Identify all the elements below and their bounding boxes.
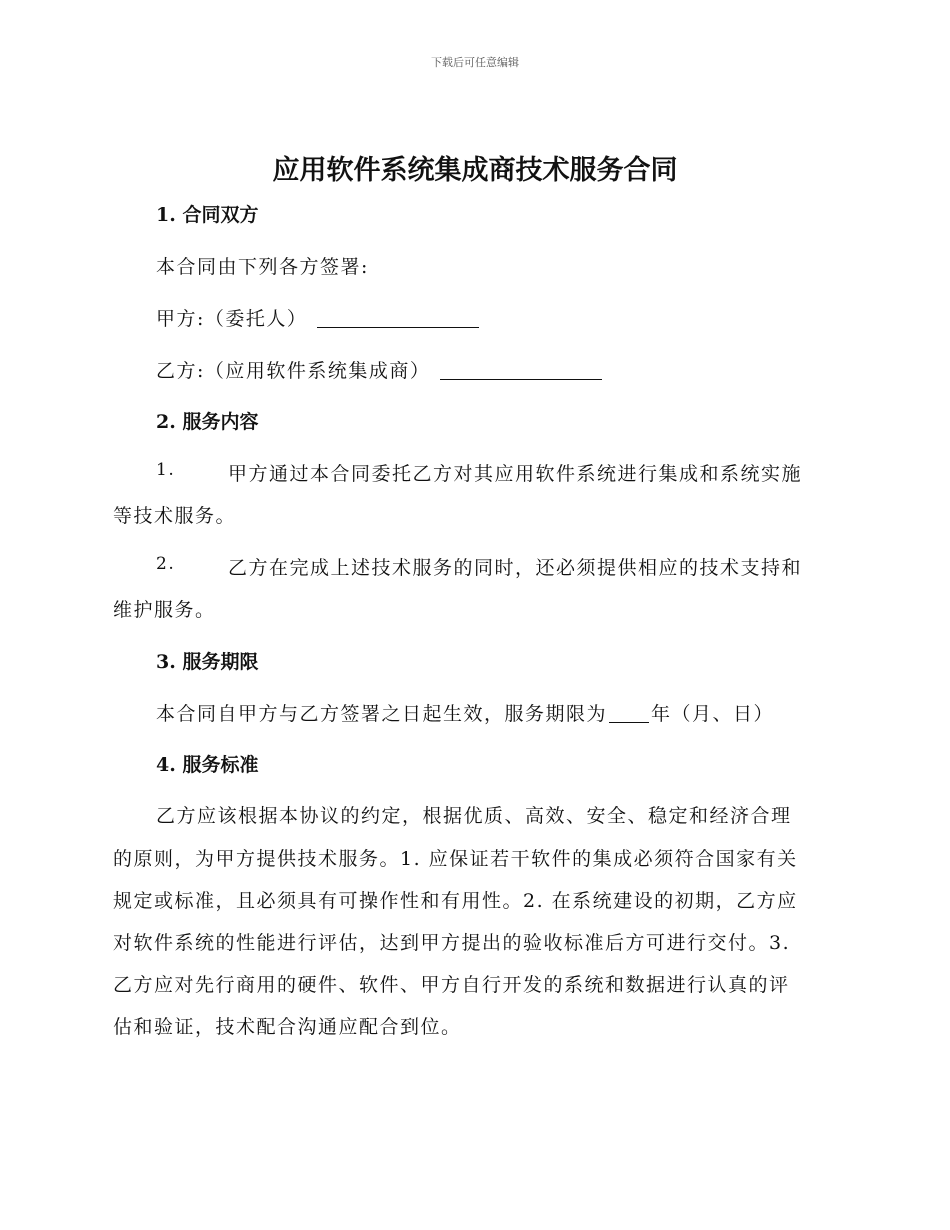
section-2-heading: 2. 服务内容 <box>156 411 259 433</box>
item-2-line-1: 乙方在完成上述技术服务的同时，还必须提供相应的技术支持和 <box>228 557 803 579</box>
section-3-heading: 3. 服务期限 <box>156 651 259 673</box>
service-period-line <box>156 699 774 726</box>
item-1-line-2: 等技术服务。 <box>113 505 237 527</box>
standard-line-2: 的原则，为甲方提供技术服务。1. 应保证若干软件的集成必须符合国家有关 <box>113 848 798 870</box>
standard-line-3: 规定或标准，且必须具有可操作性和有用性。2. 在系统建设的初期，乙方应 <box>113 890 798 912</box>
standard-line-5: 乙方应对先行商用的硬件、软件、甲方自行开发的系统和数据进行认真的评 <box>113 974 790 996</box>
item-2-number: 2. <box>156 554 176 574</box>
party-a-line <box>156 304 479 331</box>
party-b-line <box>156 356 602 383</box>
item-1-line-1: 甲方通过本合同委托乙方对其应用软件系统进行集成和系统实施 <box>228 463 803 485</box>
party-a-label: 甲方:（委托人） <box>156 308 308 330</box>
service-period-unit: 年（月、日） <box>651 703 775 725</box>
document-title: 应用软件系统集成商技术服务合同 <box>272 155 678 186</box>
item-1-number: 1. <box>156 460 176 480</box>
standard-line-1: 乙方应该根据本协议的约定，根据优质、高效、安全、稳定和经济合理 <box>156 805 792 827</box>
section-1-intro: 本合同由下列各方签署: <box>156 256 369 278</box>
party-b-label: 乙方:（应用软件系统集成商） <box>156 360 431 382</box>
service-period-text: 本合同自甲方与乙方签署之日起生效，服务期限为 <box>156 703 608 725</box>
section-1-heading: 1. 合同双方 <box>156 204 259 226</box>
party-a-blank <box>317 308 479 328</box>
section-4-heading: 4. 服务标准 <box>156 754 259 776</box>
page-header: 下载后可任意编辑 <box>431 56 519 69</box>
standard-line-4: 对软件系统的性能进行评估，达到甲方提出的验收标准后方可进行交付。3. <box>113 932 791 954</box>
item-2-line-2: 维护服务。 <box>113 599 216 621</box>
standard-line-6: 估和验证，技术配合沟通应配合到位。 <box>113 1016 462 1038</box>
party-b-blank <box>440 360 602 380</box>
service-period-blank <box>609 703 649 723</box>
